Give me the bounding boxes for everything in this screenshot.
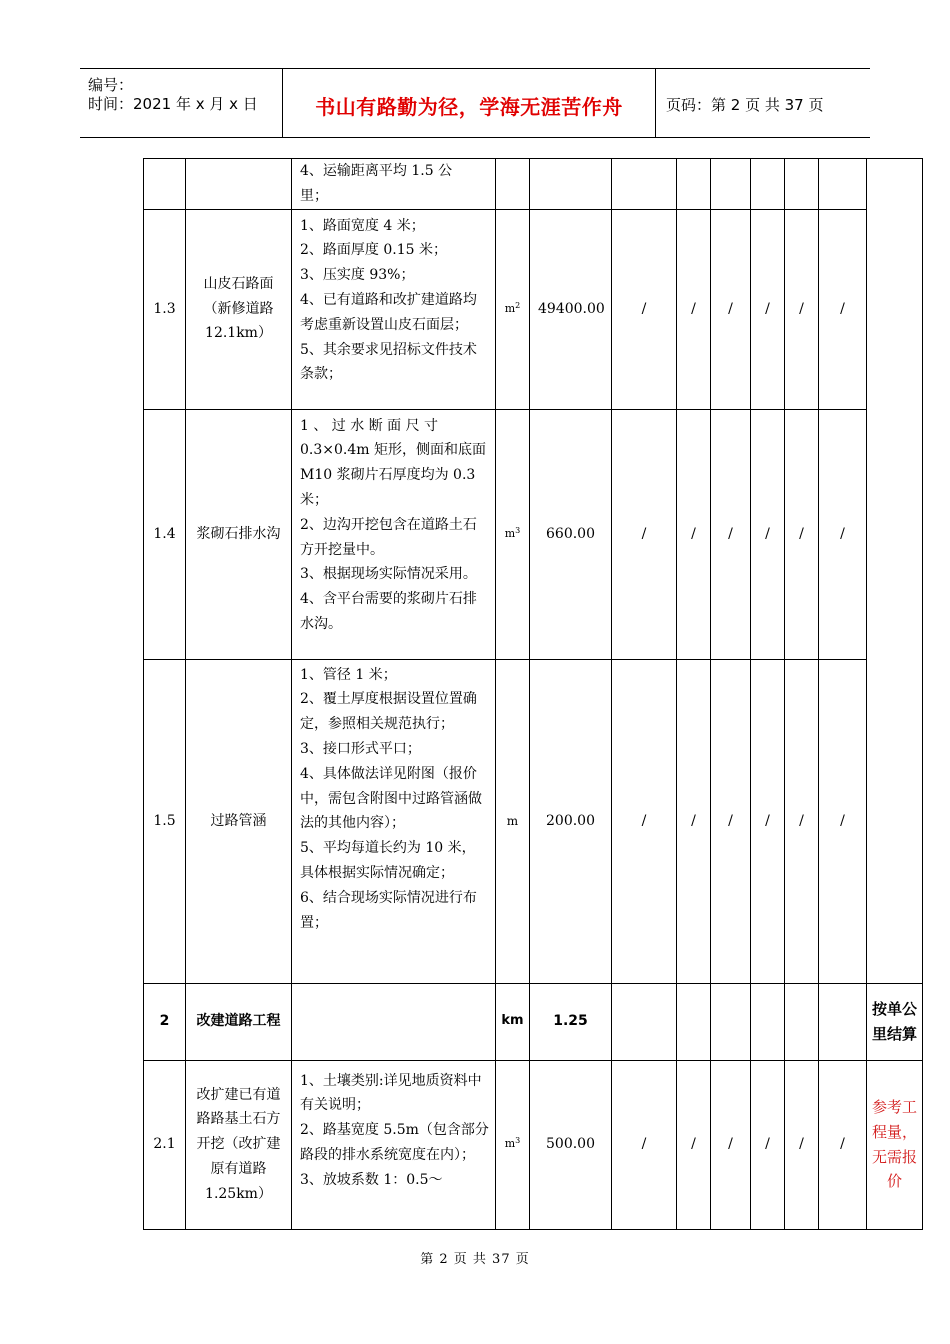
cell-c3: / — [711, 409, 751, 659]
desc-line: 3、接口形式平口； — [300, 740, 421, 757]
header-page-cell — [656, 69, 870, 137]
cell-c1: / — [612, 659, 677, 983]
cell-c4 — [751, 983, 785, 1060]
cell-c2: / — [677, 659, 711, 983]
cell-c3 — [711, 159, 751, 210]
cell-unit — [496, 409, 530, 659]
desc-line: 3、根据现场实际情况采用。 — [300, 566, 477, 583]
unit-text: m — [504, 1137, 516, 1151]
page-header — [80, 68, 870, 138]
cell-desc — [292, 409, 496, 659]
cell-c6 — [819, 159, 867, 210]
desc-line: 5、其余要求见招标文件技术条款； — [300, 341, 477, 383]
cell-c6: / — [819, 659, 867, 983]
unit-sup: 3 — [515, 1136, 521, 1146]
cell-c6: / — [819, 409, 867, 659]
cell-c5: / — [785, 659, 819, 983]
desc-line: 6、结合现场实际情况进行布置； — [300, 889, 477, 931]
desc-line: 1、土壤类别:详见地质资料中有关说明； — [300, 1072, 482, 1114]
cell-c4: / — [751, 409, 785, 659]
cell-no: 1.4 — [144, 409, 186, 659]
cell-c1 — [612, 983, 677, 1060]
table-row — [144, 1060, 923, 1229]
table-row — [144, 209, 923, 409]
cell-c5 — [785, 159, 819, 210]
unit-text: m — [504, 301, 516, 315]
cell-desc — [292, 659, 496, 983]
desc-line: 2、路基宽度 5.5m（包含部分路段的排水系统宽度在内）； — [300, 1122, 489, 1163]
cell-name: 山皮石路面（新修道路 12.1km） — [186, 209, 292, 409]
cell-c5: / — [785, 209, 819, 409]
desc-line: 4、运输距离平均 1.5 公 — [300, 163, 453, 179]
cell-c6 — [819, 983, 867, 1060]
cell-c5 — [785, 983, 819, 1060]
desc-line: 4、含平台需要的浆砌片石排水沟。 — [300, 591, 477, 632]
cell-c2: / — [677, 209, 711, 409]
bill-of-quantities-table — [143, 158, 923, 1230]
cell-c3: / — [711, 1060, 751, 1229]
cell-c6: / — [819, 1060, 867, 1229]
header-meta — [80, 69, 282, 137]
cell-c1: / — [612, 209, 677, 409]
cell-c4: / — [751, 209, 785, 409]
cell-name: 改扩建已有道路路基土石方开挖（改扩建原有道路 1.25km） — [186, 1060, 292, 1229]
desc-line: 3、放坡系数 1：0.5～ — [300, 1171, 443, 1188]
desc-line: 3、压实度 93%； — [300, 267, 415, 284]
desc-line: 2、覆土厚度根据设置位置确定，参照相关规范执行； — [300, 691, 477, 733]
table-row — [144, 983, 923, 1060]
desc-line: 4、已有道路和改扩建道路均考虑重新设置山皮石面层； — [300, 291, 477, 333]
cell-no: 1.5 — [144, 659, 186, 983]
cell-name: 改建道路工程 — [186, 983, 292, 1060]
number-label: 编号： — [88, 76, 134, 94]
cell-c5: / — [785, 409, 819, 659]
table-row — [144, 409, 923, 659]
cell-c6: / — [819, 209, 867, 409]
table-row — [144, 159, 923, 210]
cell-remark-empty — [867, 159, 923, 984]
desc-line: 1、路面宽度 4 米； — [300, 217, 425, 234]
cell-c3 — [711, 983, 751, 1060]
cell-desc — [292, 1060, 496, 1229]
cell-c2 — [677, 159, 711, 210]
cell-qty — [530, 159, 612, 210]
cell-no — [144, 159, 186, 210]
cell-desc — [292, 983, 496, 1060]
cell-c2 — [677, 983, 711, 1060]
cell-unit — [496, 659, 530, 983]
cell-no: 1.3 — [144, 209, 186, 409]
cell-name: 过路管涵 — [186, 659, 292, 983]
cell-no: 2 — [144, 983, 186, 1060]
cell-name — [186, 159, 292, 210]
cell-desc — [292, 209, 496, 409]
cell-c5: / — [785, 1060, 819, 1229]
desc-line: 2、边沟开挖包含在道路土石方开挖量中。 — [300, 516, 477, 558]
cell-unit: km — [496, 983, 530, 1060]
cell-qty: 49400.00 — [530, 209, 612, 409]
unit-sup: 2 — [515, 300, 521, 310]
cell-name: 浆砌石排水沟 — [186, 409, 292, 659]
cell-c3: / — [711, 659, 751, 983]
cell-unit — [496, 1060, 530, 1229]
cell-c4: / — [751, 659, 785, 983]
page-footer: 第 2 页 共 37 页 — [420, 1252, 530, 1267]
cell-qty: 1.25 — [530, 983, 612, 1060]
cell-qty: 200.00 — [530, 659, 612, 983]
cell-unit — [496, 159, 530, 210]
table-row — [144, 659, 923, 983]
cell-remark: 按单公里结算 — [867, 983, 923, 1060]
header-motto-cell — [282, 69, 656, 137]
cell-c1 — [612, 159, 677, 210]
desc-line: 2、路面厚度 0.15 米； — [300, 242, 447, 259]
cell-c1: / — [612, 409, 677, 659]
date-label: 时间：2021 年 x 月 x 日 — [88, 95, 258, 113]
desc-line: 5、平均每道长约为 10 米，具体根据实际情况确定； — [300, 840, 476, 881]
desc-line: 4、具体做法详见附图（报价中，需包含附图中过路管涵做法的其他内容）； — [300, 765, 482, 832]
desc-line: 里； — [300, 187, 328, 204]
cell-c3: / — [711, 209, 751, 409]
desc-line: 1、管径 1 米； — [300, 666, 397, 683]
cell-qty: 660.00 — [530, 409, 612, 659]
cell-c4: / — [751, 1060, 785, 1229]
page-label: 页码：第 2 页 共 37 页 — [666, 96, 824, 114]
cell-unit — [496, 209, 530, 409]
cell-remark: 参考工程量，无需报价 — [867, 1060, 923, 1229]
cell-desc — [292, 159, 496, 210]
cell-qty: 500.00 — [530, 1060, 612, 1229]
unit-text: m — [504, 526, 516, 540]
desc-line: 1 、 过 水 断 面 尺 寸 0.3×0.4m 矩形，侧面和底面 M10 浆砌片石厚度均为 0.3 米； — [300, 417, 486, 508]
cell-c2: / — [677, 1060, 711, 1229]
cell-c2: / — [677, 409, 711, 659]
motto: 书山有路勤为径，学海无涯苦作舟 — [315, 95, 623, 119]
cell-no: 2.1 — [144, 1060, 186, 1229]
cell-c1: / — [612, 1060, 677, 1229]
unit-sup: 3 — [515, 525, 521, 535]
cell-c4 — [751, 159, 785, 210]
unit-text: m — [506, 813, 519, 828]
